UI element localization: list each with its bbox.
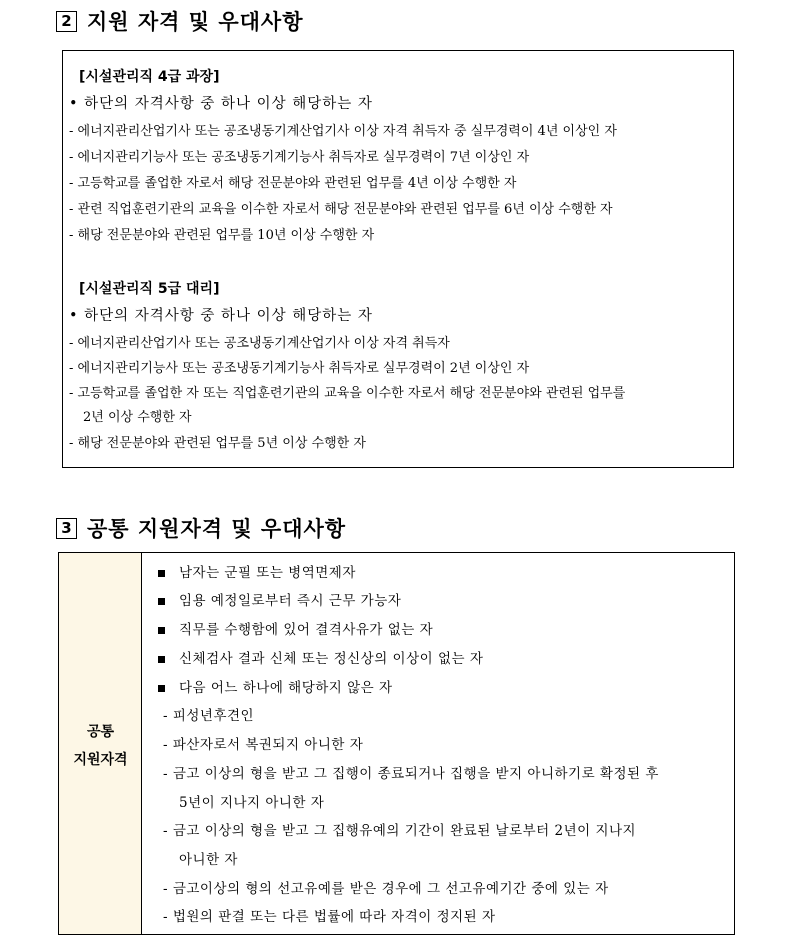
bullet-item: 임용 예정일로부터 즉시 근무 가능자: [179, 593, 402, 609]
sub-item: - 금고 이상의 형을 받고 그 집행이 종료되거나 집행을 받지 아니하기로 확정된 후: [163, 766, 659, 782]
bullet-item: 신체검사 결과 신체 또는 정신상의 이상이 없는 자: [179, 651, 484, 667]
label-line: 지원자격: [73, 752, 128, 768]
grade5-item: - 고등학교를 졸업한 자 또는 직업훈련기관의 교육을 이수한 자로서 해당 전문분야와 관련된 업무를: [69, 386, 626, 401]
square-bullet-icon: [158, 627, 165, 634]
section-2-title: [56, 6, 304, 36]
common-qualification-table: [58, 552, 735, 935]
grade5-item: - 에너지관리산업기사 또는 공조냉동기계산업기사 이상 자격 취득자: [69, 336, 450, 351]
sub-item: - 피성년후견인: [163, 708, 255, 724]
label-line: 공통: [86, 724, 115, 740]
square-bullet-icon: [158, 598, 165, 605]
square-bullet-icon: [158, 685, 165, 692]
grade5-item-continuation: 2년 이상 수행한 자: [83, 410, 192, 425]
qualification-box: [62, 50, 734, 468]
sub-item-continuation: 5년이 지나지 아니한 자: [179, 795, 325, 811]
grade5-item: - 에너지관리기능사 또는 공조냉동기계기능사 취득자로 실무경력이 2년 이상인 자: [69, 361, 530, 376]
square-bullet-icon: [158, 570, 165, 577]
section-3-title: [56, 513, 346, 543]
bullet-item: 남자는 군필 또는 병역면제자: [179, 565, 356, 581]
square-bullet-icon: [158, 656, 165, 663]
section-number-box: 2: [56, 11, 77, 32]
grade4-item: - 에너지관리산업기사 또는 공조냉동기계산업기사 이상 자격 취득자 중 실무경력이 4년 이상인 자: [69, 124, 617, 139]
grade4-item: - 에너지관리기능사 또는 공조냉동기계기능사 취득자로 실무경력이 7년 이상인 자: [69, 150, 530, 165]
grade5-intro: • 하단의 자격사항 중 하나 이상 해당하는 자: [69, 308, 373, 324]
grade4-item: - 관련 직업훈련기관의 교육을 이수한 자로서 해당 전문분야와 관련된 업무를 6년 이상 수행한 자: [69, 202, 613, 217]
grade4-intro: • 하단의 자격사항 중 하나 이상 해당하는 자: [69, 96, 373, 112]
grade4-heading: [시설관리직 4급 과장]: [79, 69, 220, 85]
grade4-item: - 고등학교를 졸업한 자로서 해당 전문분야와 관련된 업무를 4년 이상 수행한 자: [69, 176, 517, 191]
sub-item: - 금고이상의 형의 선고유예를 받은 경우에 그 선고유예기간 중에 있는 자: [163, 881, 609, 897]
sub-item: - 법원의 판결 또는 다른 법률에 따라 자격이 정지된 자: [163, 909, 496, 925]
table-label-cell: [59, 553, 142, 934]
section-title-text: 지원 자격 및 우대사항: [87, 10, 304, 34]
sub-item-continuation: 아니한 자: [179, 852, 238, 868]
grade4-item: - 해당 전문분야와 관련된 업무를 10년 이상 수행한 자: [69, 228, 375, 243]
bullet-item: 직무를 수행함에 있어 결격사유가 없는 자: [179, 622, 434, 638]
grade5-item: - 해당 전문분야와 관련된 업무를 5년 이상 수행한 자: [69, 436, 366, 451]
sub-item: - 파산자로서 복권되지 아니한 자: [163, 737, 364, 753]
section-title-text: 공통 지원자격 및 우대사항: [87, 517, 347, 541]
grade5-heading: [시설관리직 5급 대리]: [79, 281, 220, 297]
sub-item: - 금고 이상의 형을 받고 그 집행유예의 기간이 완료된 날로부터 2년이 지나지: [163, 823, 637, 839]
section-number-box: 3: [56, 518, 77, 539]
bullet-item: 다음 어느 하나에 해당하지 않은 자: [179, 680, 393, 696]
